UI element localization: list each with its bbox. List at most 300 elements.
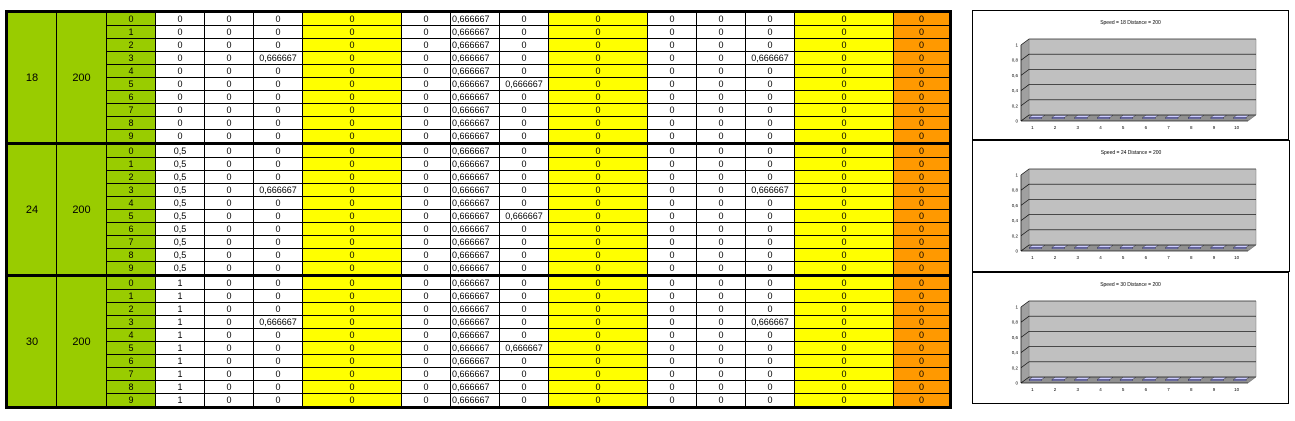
speed-cell[interactable]: 24 <box>7 144 57 276</box>
value-cell[interactable]: 0 <box>697 52 746 65</box>
value-cell[interactable]: 0 <box>254 368 303 381</box>
value-cell[interactable]: 0 <box>254 223 303 236</box>
value-cell[interactable]: 0 <box>648 210 697 223</box>
value-cell[interactable]: 0 <box>894 104 951 117</box>
index-cell[interactable]: 8 <box>107 381 156 394</box>
value-cell[interactable]: 0 <box>648 130 697 144</box>
value-cell[interactable]: 0 <box>303 394 402 408</box>
value-cell[interactable]: 0 <box>795 171 894 184</box>
value-cell[interactable]: 0 <box>746 303 795 316</box>
value-cell[interactable]: 0 <box>697 91 746 104</box>
value-cell[interactable]: 0 <box>697 355 746 368</box>
value-cell[interactable]: 0 <box>795 210 894 223</box>
value-cell[interactable]: 0 <box>303 39 402 52</box>
value-cell[interactable]: 0 <box>549 130 648 144</box>
value-cell[interactable]: 0 <box>795 249 894 262</box>
value-cell[interactable]: 1 <box>156 368 205 381</box>
value-cell[interactable]: 0 <box>402 368 451 381</box>
value-cell[interactable]: 1 <box>156 342 205 355</box>
value-cell[interactable]: 0 <box>156 65 205 78</box>
value-cell[interactable]: 0,666667 <box>451 65 500 78</box>
value-cell[interactable]: 0 <box>549 316 648 329</box>
value-cell[interactable]: 0 <box>500 329 549 342</box>
value-cell[interactable]: 0 <box>697 197 746 210</box>
value-cell[interactable]: 0 <box>303 65 402 78</box>
value-cell[interactable]: 0,666667 <box>451 329 500 342</box>
value-cell[interactable]: 1 <box>156 355 205 368</box>
value-cell[interactable]: 0 <box>549 26 648 39</box>
value-cell[interactable]: 0,666667 <box>746 52 795 65</box>
value-cell[interactable]: 0 <box>894 171 951 184</box>
value-cell[interactable]: 0 <box>254 394 303 408</box>
value-cell[interactable]: 1 <box>156 316 205 329</box>
value-cell[interactable]: 0 <box>500 303 549 316</box>
value-cell[interactable]: 0,5 <box>156 223 205 236</box>
value-cell[interactable]: 0 <box>697 158 746 171</box>
value-cell[interactable]: 0 <box>500 130 549 144</box>
value-cell[interactable]: 0 <box>746 394 795 408</box>
distance-cell[interactable]: 200 <box>57 276 107 408</box>
value-cell[interactable]: 0 <box>402 210 451 223</box>
value-cell[interactable]: 0 <box>303 210 402 223</box>
value-cell[interactable]: 0 <box>500 184 549 197</box>
value-cell[interactable]: 0 <box>303 368 402 381</box>
value-cell[interactable]: 0 <box>648 381 697 394</box>
value-cell[interactable]: 0 <box>648 91 697 104</box>
value-cell[interactable]: 0 <box>549 236 648 249</box>
distance-cell[interactable]: 200 <box>57 144 107 276</box>
value-cell[interactable]: 0 <box>795 262 894 276</box>
index-cell[interactable]: 9 <box>107 394 156 408</box>
value-cell[interactable]: 0 <box>205 65 254 78</box>
value-cell[interactable]: 0 <box>795 158 894 171</box>
value-cell[interactable]: 0 <box>156 91 205 104</box>
index-cell[interactable]: 5 <box>107 210 156 223</box>
value-cell[interactable]: 0 <box>402 12 451 26</box>
value-cell[interactable]: 0 <box>697 117 746 130</box>
value-cell[interactable]: 0 <box>795 184 894 197</box>
index-cell[interactable]: 6 <box>107 91 156 104</box>
value-cell[interactable]: 0 <box>205 290 254 303</box>
value-cell[interactable]: 0 <box>697 381 746 394</box>
value-cell[interactable]: 0 <box>500 171 549 184</box>
value-cell[interactable]: 0 <box>746 78 795 91</box>
value-cell[interactable]: 0 <box>205 316 254 329</box>
value-cell[interactable]: 0 <box>697 210 746 223</box>
value-cell[interactable]: 0 <box>254 39 303 52</box>
value-cell[interactable]: 0 <box>648 223 697 236</box>
value-cell[interactable]: 0 <box>303 262 402 276</box>
value-cell[interactable]: 0 <box>402 26 451 39</box>
value-cell[interactable]: 0 <box>205 262 254 276</box>
value-cell[interactable]: 0 <box>795 104 894 117</box>
value-cell[interactable]: 0,666667 <box>451 78 500 91</box>
value-cell[interactable]: 0 <box>746 381 795 394</box>
value-cell[interactable]: 0,5 <box>156 210 205 223</box>
value-cell[interactable]: 0 <box>894 262 951 276</box>
value-cell[interactable]: 0 <box>254 249 303 262</box>
value-cell[interactable]: 0 <box>205 355 254 368</box>
value-cell[interactable]: 0 <box>549 91 648 104</box>
value-cell[interactable]: 1 <box>156 276 205 290</box>
value-cell[interactable]: 0 <box>894 78 951 91</box>
value-cell[interactable]: 0 <box>549 197 648 210</box>
value-cell[interactable]: 0 <box>303 197 402 210</box>
value-cell[interactable]: 0,666667 <box>451 91 500 104</box>
value-cell[interactable]: 0 <box>402 276 451 290</box>
value-cell[interactable]: 0 <box>795 316 894 329</box>
value-cell[interactable]: 0,666667 <box>500 342 549 355</box>
value-cell[interactable]: 0,5 <box>156 144 205 158</box>
value-cell[interactable]: 0 <box>746 329 795 342</box>
value-cell[interactable]: 0 <box>648 39 697 52</box>
value-cell[interactable]: 0 <box>894 394 951 408</box>
value-cell[interactable]: 0,666667 <box>451 144 500 158</box>
value-cell[interactable]: 0 <box>549 381 648 394</box>
value-cell[interactable]: 0 <box>156 26 205 39</box>
chart-speed-18[interactable] <box>972 10 1289 140</box>
value-cell[interactable]: 1 <box>156 394 205 408</box>
value-cell[interactable]: 0 <box>746 39 795 52</box>
value-cell[interactable]: 0 <box>894 355 951 368</box>
value-cell[interactable]: 0,666667 <box>451 368 500 381</box>
value-cell[interactable]: 0,666667 <box>451 276 500 290</box>
value-cell[interactable]: 0 <box>303 171 402 184</box>
value-cell[interactable]: 0 <box>402 78 451 91</box>
value-cell[interactable]: 0 <box>894 39 951 52</box>
value-cell[interactable]: 0 <box>894 52 951 65</box>
value-cell[interactable]: 0 <box>500 381 549 394</box>
value-cell[interactable]: 0,666667 <box>451 394 500 408</box>
value-cell[interactable]: 0 <box>205 236 254 249</box>
value-cell[interactable]: 0,666667 <box>451 104 500 117</box>
value-cell[interactable]: 0 <box>156 52 205 65</box>
value-cell[interactable]: 0 <box>894 342 951 355</box>
value-cell[interactable]: 0 <box>648 104 697 117</box>
value-cell[interactable]: 0 <box>303 355 402 368</box>
value-cell[interactable]: 0 <box>549 144 648 158</box>
value-cell[interactable]: 0 <box>254 197 303 210</box>
value-cell[interactable]: 0 <box>746 91 795 104</box>
value-cell[interactable]: 0,666667 <box>451 184 500 197</box>
value-cell[interactable]: 0,5 <box>156 197 205 210</box>
value-cell[interactable]: 0 <box>746 117 795 130</box>
value-cell[interactable]: 0 <box>254 91 303 104</box>
value-cell[interactable]: 0 <box>205 158 254 171</box>
value-cell[interactable]: 0 <box>303 52 402 65</box>
value-cell[interactable]: 0,666667 <box>451 303 500 316</box>
value-cell[interactable]: 0 <box>795 223 894 236</box>
value-cell[interactable]: 0,666667 <box>254 316 303 329</box>
value-cell[interactable]: 0 <box>746 65 795 78</box>
value-cell[interactable]: 0 <box>156 39 205 52</box>
value-cell[interactable]: 0 <box>697 316 746 329</box>
value-cell[interactable]: 0 <box>795 329 894 342</box>
value-cell[interactable]: 0 <box>894 368 951 381</box>
value-cell[interactable]: 0 <box>402 249 451 262</box>
value-cell[interactable]: 0 <box>894 249 951 262</box>
value-cell[interactable]: 0 <box>402 394 451 408</box>
value-cell[interactable]: 0,666667 <box>451 130 500 144</box>
value-cell[interactable]: 0 <box>402 303 451 316</box>
chart-speed-24[interactable] <box>972 140 1290 272</box>
value-cell[interactable]: 0 <box>795 144 894 158</box>
value-cell[interactable]: 0 <box>648 262 697 276</box>
value-cell[interactable]: 0,666667 <box>451 12 500 26</box>
value-cell[interactable]: 0 <box>254 329 303 342</box>
value-cell[interactable]: 0 <box>746 26 795 39</box>
value-cell[interactable]: 0 <box>894 26 951 39</box>
value-cell[interactable]: 0 <box>894 381 951 394</box>
index-cell[interactable]: 0 <box>107 144 156 158</box>
value-cell[interactable]: 0 <box>746 236 795 249</box>
value-cell[interactable]: 0 <box>402 355 451 368</box>
value-cell[interactable]: 0 <box>549 342 648 355</box>
value-cell[interactable]: 0,666667 <box>451 316 500 329</box>
value-cell[interactable]: 0 <box>303 91 402 104</box>
value-cell[interactable]: 0 <box>697 342 746 355</box>
index-cell[interactable]: 0 <box>107 12 156 26</box>
value-cell[interactable]: 0 <box>205 210 254 223</box>
value-cell[interactable]: 0 <box>254 276 303 290</box>
value-cell[interactable]: 0 <box>648 342 697 355</box>
value-cell[interactable]: 0 <box>648 52 697 65</box>
value-cell[interactable]: 0 <box>205 368 254 381</box>
value-cell[interactable]: 0,666667 <box>451 249 500 262</box>
value-cell[interactable]: 0,666667 <box>451 290 500 303</box>
value-cell[interactable]: 0 <box>402 171 451 184</box>
value-cell[interactable]: 0 <box>894 117 951 130</box>
value-cell[interactable]: 0 <box>894 197 951 210</box>
value-cell[interactable]: 0 <box>746 290 795 303</box>
value-cell[interactable]: 0 <box>549 210 648 223</box>
value-cell[interactable]: 0 <box>648 197 697 210</box>
value-cell[interactable]: 0,666667 <box>451 210 500 223</box>
value-cell[interactable]: 0 <box>697 78 746 91</box>
value-cell[interactable]: 0 <box>500 249 549 262</box>
value-cell[interactable]: 0 <box>549 262 648 276</box>
value-cell[interactable]: 0 <box>648 355 697 368</box>
index-cell[interactable]: 3 <box>107 316 156 329</box>
value-cell[interactable]: 0 <box>795 355 894 368</box>
value-cell[interactable]: 0 <box>697 26 746 39</box>
value-cell[interactable]: 0,5 <box>156 158 205 171</box>
value-cell[interactable]: 0 <box>795 303 894 316</box>
value-cell[interactable]: 0 <box>648 171 697 184</box>
value-cell[interactable]: 0 <box>254 12 303 26</box>
value-cell[interactable]: 0 <box>894 329 951 342</box>
index-cell[interactable]: 5 <box>107 78 156 91</box>
value-cell[interactable]: 0,666667 <box>254 184 303 197</box>
value-cell[interactable]: 0 <box>697 329 746 342</box>
value-cell[interactable]: 0 <box>402 184 451 197</box>
value-cell[interactable]: 0 <box>549 329 648 342</box>
value-cell[interactable]: 0 <box>402 197 451 210</box>
value-cell[interactable]: 0 <box>156 130 205 144</box>
value-cell[interactable]: 0 <box>697 290 746 303</box>
value-cell[interactable]: 0 <box>549 171 648 184</box>
value-cell[interactable]: 0 <box>894 91 951 104</box>
value-cell[interactable]: 0,5 <box>156 262 205 276</box>
value-cell[interactable]: 0 <box>549 303 648 316</box>
value-cell[interactable]: 0 <box>746 342 795 355</box>
value-cell[interactable]: 0,5 <box>156 236 205 249</box>
value-cell[interactable]: 0 <box>402 381 451 394</box>
value-cell[interactable]: 0 <box>746 12 795 26</box>
index-cell[interactable]: 4 <box>107 197 156 210</box>
value-cell[interactable]: 0 <box>795 197 894 210</box>
value-cell[interactable]: 0,5 <box>156 249 205 262</box>
value-cell[interactable]: 0 <box>402 65 451 78</box>
value-cell[interactable]: 0 <box>205 223 254 236</box>
value-cell[interactable]: 0 <box>254 303 303 316</box>
value-cell[interactable]: 0 <box>795 78 894 91</box>
value-cell[interactable]: 0 <box>156 104 205 117</box>
value-cell[interactable]: 0 <box>205 394 254 408</box>
value-cell[interactable]: 0 <box>205 381 254 394</box>
value-cell[interactable]: 0 <box>746 223 795 236</box>
value-cell[interactable]: 0 <box>303 276 402 290</box>
value-cell[interactable]: 0 <box>205 26 254 39</box>
value-cell[interactable]: 0 <box>205 130 254 144</box>
value-cell[interactable]: 0 <box>254 78 303 91</box>
value-cell[interactable]: 0 <box>303 290 402 303</box>
value-cell[interactable]: 0 <box>303 342 402 355</box>
value-cell[interactable]: 0 <box>205 184 254 197</box>
value-cell[interactable]: 0 <box>549 368 648 381</box>
index-cell[interactable]: 5 <box>107 342 156 355</box>
value-cell[interactable]: 0 <box>746 368 795 381</box>
value-cell[interactable]: 0 <box>648 290 697 303</box>
value-cell[interactable]: 0 <box>500 355 549 368</box>
value-cell[interactable]: 0 <box>795 381 894 394</box>
index-cell[interactable]: 3 <box>107 184 156 197</box>
value-cell[interactable]: 0 <box>746 249 795 262</box>
value-cell[interactable]: 1 <box>156 329 205 342</box>
value-cell[interactable]: 0 <box>303 26 402 39</box>
value-cell[interactable]: 0 <box>402 91 451 104</box>
value-cell[interactable]: 0 <box>549 158 648 171</box>
value-cell[interactable]: 0 <box>402 236 451 249</box>
value-cell[interactable]: 0 <box>303 236 402 249</box>
value-cell[interactable]: 0 <box>648 236 697 249</box>
value-cell[interactable]: 0 <box>205 104 254 117</box>
value-cell[interactable]: 0 <box>746 144 795 158</box>
value-cell[interactable]: 0,666667 <box>746 184 795 197</box>
index-cell[interactable]: 1 <box>107 290 156 303</box>
value-cell[interactable]: 1 <box>156 290 205 303</box>
value-cell[interactable]: 0,666667 <box>451 197 500 210</box>
value-cell[interactable]: 0 <box>894 303 951 316</box>
value-cell[interactable]: 0 <box>648 158 697 171</box>
value-cell[interactable]: 0 <box>795 65 894 78</box>
value-cell[interactable]: 0 <box>795 12 894 26</box>
speed-cell[interactable]: 18 <box>7 12 57 144</box>
value-cell[interactable]: 0 <box>697 262 746 276</box>
value-cell[interactable]: 0 <box>205 276 254 290</box>
value-cell[interactable]: 0 <box>402 290 451 303</box>
value-cell[interactable]: 0 <box>254 355 303 368</box>
value-cell[interactable]: 0 <box>402 316 451 329</box>
value-cell[interactable]: 0 <box>254 236 303 249</box>
value-cell[interactable]: 0 <box>205 39 254 52</box>
index-cell[interactable]: 7 <box>107 368 156 381</box>
speed-cell[interactable]: 30 <box>7 276 57 408</box>
value-cell[interactable]: 0 <box>697 104 746 117</box>
value-cell[interactable]: 0 <box>500 197 549 210</box>
value-cell[interactable]: 0 <box>746 158 795 171</box>
value-cell[interactable]: 0 <box>549 12 648 26</box>
value-cell[interactable]: 0 <box>254 117 303 130</box>
value-cell[interactable]: 0 <box>795 26 894 39</box>
value-cell[interactable]: 0 <box>254 104 303 117</box>
value-cell[interactable]: 0 <box>549 117 648 130</box>
value-cell[interactable]: 0 <box>795 130 894 144</box>
value-cell[interactable]: 0 <box>205 78 254 91</box>
value-cell[interactable]: 0,666667 <box>500 78 549 91</box>
index-cell[interactable]: 0 <box>107 276 156 290</box>
value-cell[interactable]: 0 <box>205 52 254 65</box>
value-cell[interactable]: 0 <box>402 39 451 52</box>
value-cell[interactable]: 0,666667 <box>451 26 500 39</box>
value-cell[interactable]: 0 <box>156 12 205 26</box>
value-cell[interactable]: 0 <box>205 303 254 316</box>
index-cell[interactable]: 8 <box>107 117 156 130</box>
value-cell[interactable]: 0 <box>746 130 795 144</box>
value-cell[interactable]: 0 <box>303 117 402 130</box>
distance-cell[interactable]: 200 <box>57 12 107 144</box>
value-cell[interactable]: 0 <box>648 394 697 408</box>
value-cell[interactable]: 0 <box>205 12 254 26</box>
value-cell[interactable]: 0 <box>205 249 254 262</box>
value-cell[interactable]: 0 <box>648 65 697 78</box>
value-cell[interactable]: 0 <box>500 262 549 276</box>
value-cell[interactable]: 0 <box>795 394 894 408</box>
value-cell[interactable]: 0 <box>697 368 746 381</box>
value-cell[interactable]: 0,666667 <box>451 342 500 355</box>
value-cell[interactable]: 0 <box>549 223 648 236</box>
value-cell[interactable]: 0 <box>894 210 951 223</box>
value-cell[interactable]: 0 <box>254 158 303 171</box>
value-cell[interactable]: 0 <box>549 249 648 262</box>
value-cell[interactable]: 0,666667 <box>451 117 500 130</box>
index-cell[interactable]: 4 <box>107 65 156 78</box>
value-cell[interactable]: 0 <box>648 329 697 342</box>
value-cell[interactable]: 0 <box>303 303 402 316</box>
value-cell[interactable]: 0 <box>254 171 303 184</box>
value-cell[interactable]: 0 <box>254 26 303 39</box>
value-cell[interactable]: 0 <box>795 290 894 303</box>
value-cell[interactable]: 0 <box>648 303 697 316</box>
value-cell[interactable]: 0 <box>156 117 205 130</box>
value-cell[interactable]: 0 <box>549 290 648 303</box>
value-cell[interactable]: 0 <box>795 52 894 65</box>
index-cell[interactable]: 7 <box>107 236 156 249</box>
index-cell[interactable]: 1 <box>107 26 156 39</box>
value-cell[interactable]: 0 <box>500 223 549 236</box>
value-cell[interactable]: 0 <box>746 197 795 210</box>
value-cell[interactable]: 0 <box>500 368 549 381</box>
index-cell[interactable]: 9 <box>107 262 156 276</box>
value-cell[interactable]: 0 <box>648 316 697 329</box>
value-cell[interactable]: 0,666667 <box>451 52 500 65</box>
value-cell[interactable]: 0 <box>500 158 549 171</box>
value-cell[interactable]: 0 <box>746 276 795 290</box>
value-cell[interactable]: 0 <box>697 236 746 249</box>
value-cell[interactable]: 0 <box>500 316 549 329</box>
value-cell[interactable]: 0,666667 <box>746 316 795 329</box>
value-cell[interactable]: 0 <box>549 104 648 117</box>
